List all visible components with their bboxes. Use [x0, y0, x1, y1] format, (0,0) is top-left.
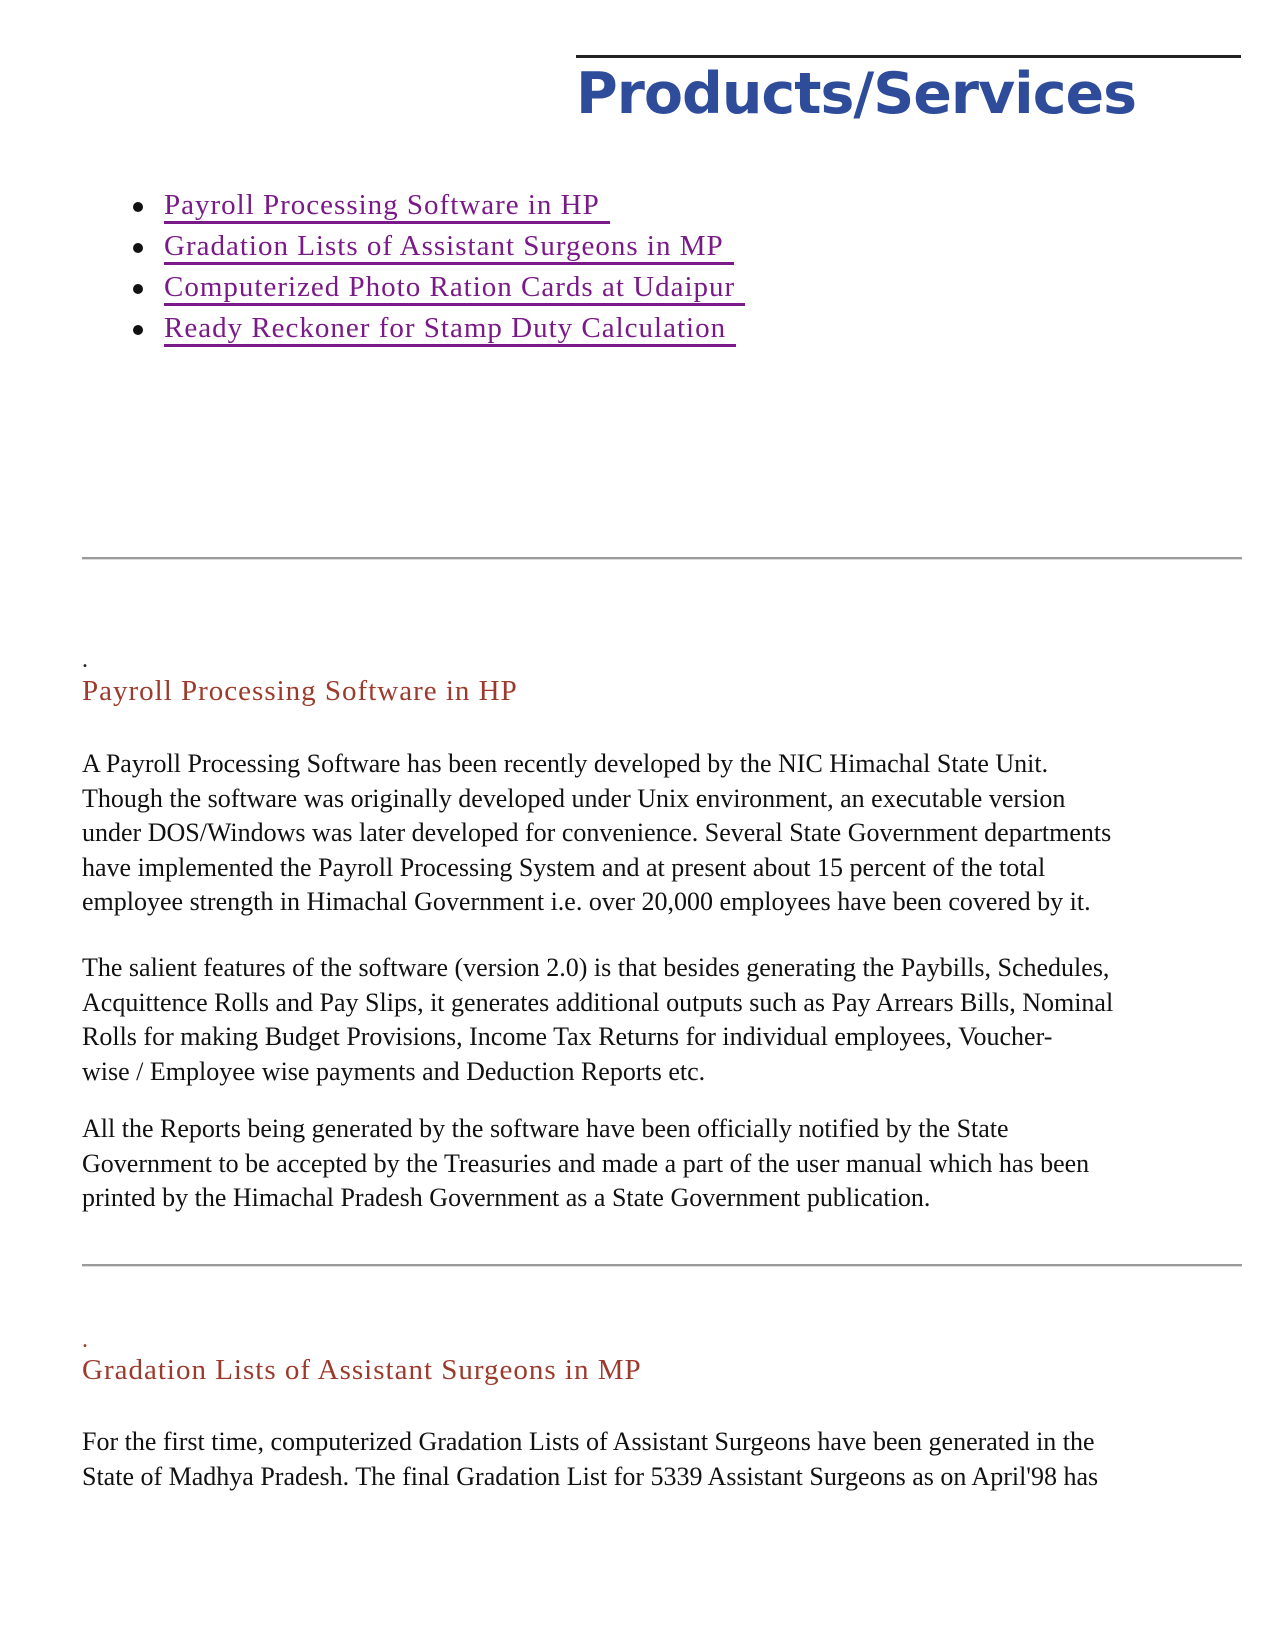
link-ready-reckoner[interactable]: Ready Reckoner for Stamp Duty Calculation — [164, 312, 736, 347]
paragraph — [82, 951, 1113, 1089]
link-payroll-processing[interactable]: Payroll Processing Software in HP — [164, 189, 610, 224]
link-photo-ration-cards[interactable]: Computerized Photo Ration Cards at Udaipur — [164, 271, 745, 306]
paragraph — [82, 1425, 1098, 1494]
text-line: Acquittence Rolls and Pay Slips, it generates additional outputs such as Pay Arrears Bills, Nominal — [82, 987, 1114, 1017]
page-title: Products/Services — [576, 61, 1137, 127]
bullet-icon — [133, 284, 143, 294]
text-line: Rolls for making Budget Provisions, Income Tax Returns for individual employees, Voucher- — [82, 1022, 1053, 1051]
list-item — [130, 186, 745, 227]
bullet-icon — [133, 243, 143, 253]
text-line: wise / Employee wise payments and Deduction Reports etc. — [82, 1056, 706, 1086]
text-line: A Payroll Processing Software has been recently developed by the NIC Himachal State Unit. — [82, 749, 1049, 778]
section-divider — [82, 1264, 1242, 1267]
anchor-marker: . — [82, 1327, 88, 1353]
text-line: For the first time, computerized Gradation Lists of Assistant Surgeons have been generated in the — [82, 1427, 1095, 1456]
contents-list — [130, 186, 745, 350]
text-line: printed by the Himachal Pradesh Government as a State Government publication. — [82, 1183, 931, 1212]
section-divider — [82, 557, 1242, 560]
bullet-icon — [133, 325, 143, 335]
text-line: The salient features of the software (version 2.0) is that besides generating the Paybills, Schedules, — [82, 953, 1110, 982]
list-item — [130, 309, 745, 350]
section-heading-payroll: Payroll Processing Software in HP — [82, 675, 518, 707]
text-line: have implemented the Payroll Processing System and at present about 15 percent of the total — [82, 852, 1046, 882]
section-heading-gradation: Gradation Lists of Assistant Surgeons in MP — [82, 1354, 642, 1386]
link-gradation-lists[interactable]: Gradation Lists of Assistant Surgeons in MP — [164, 230, 734, 265]
bullet-icon — [133, 202, 143, 212]
list-item — [130, 268, 745, 309]
text-line: State of Madhya Pradesh. The final Gradation List for 5339 Assistant Surgeons as on April'98 has — [82, 1461, 1099, 1491]
anchor-marker: . — [82, 647, 88, 673]
paragraph — [82, 747, 1111, 920]
text-line: All the Reports being generated by the software have been officially notified by the State — [82, 1114, 1009, 1143]
text-line: employee strength in Himachal Government i.e. over 20,000 employees have been covered by it. — [82, 887, 1091, 916]
text-line: under DOS/Windows was later developed for convenience. Several State Government departments — [82, 818, 1112, 847]
paragraph — [82, 1112, 1089, 1216]
list-item — [130, 227, 745, 268]
text-line: Government to be accepted by the Treasuries and made a part of the user manual which has been — [82, 1148, 1090, 1178]
text-line: Though the software was originally developed under Unix environment, an executable version — [82, 783, 1066, 813]
